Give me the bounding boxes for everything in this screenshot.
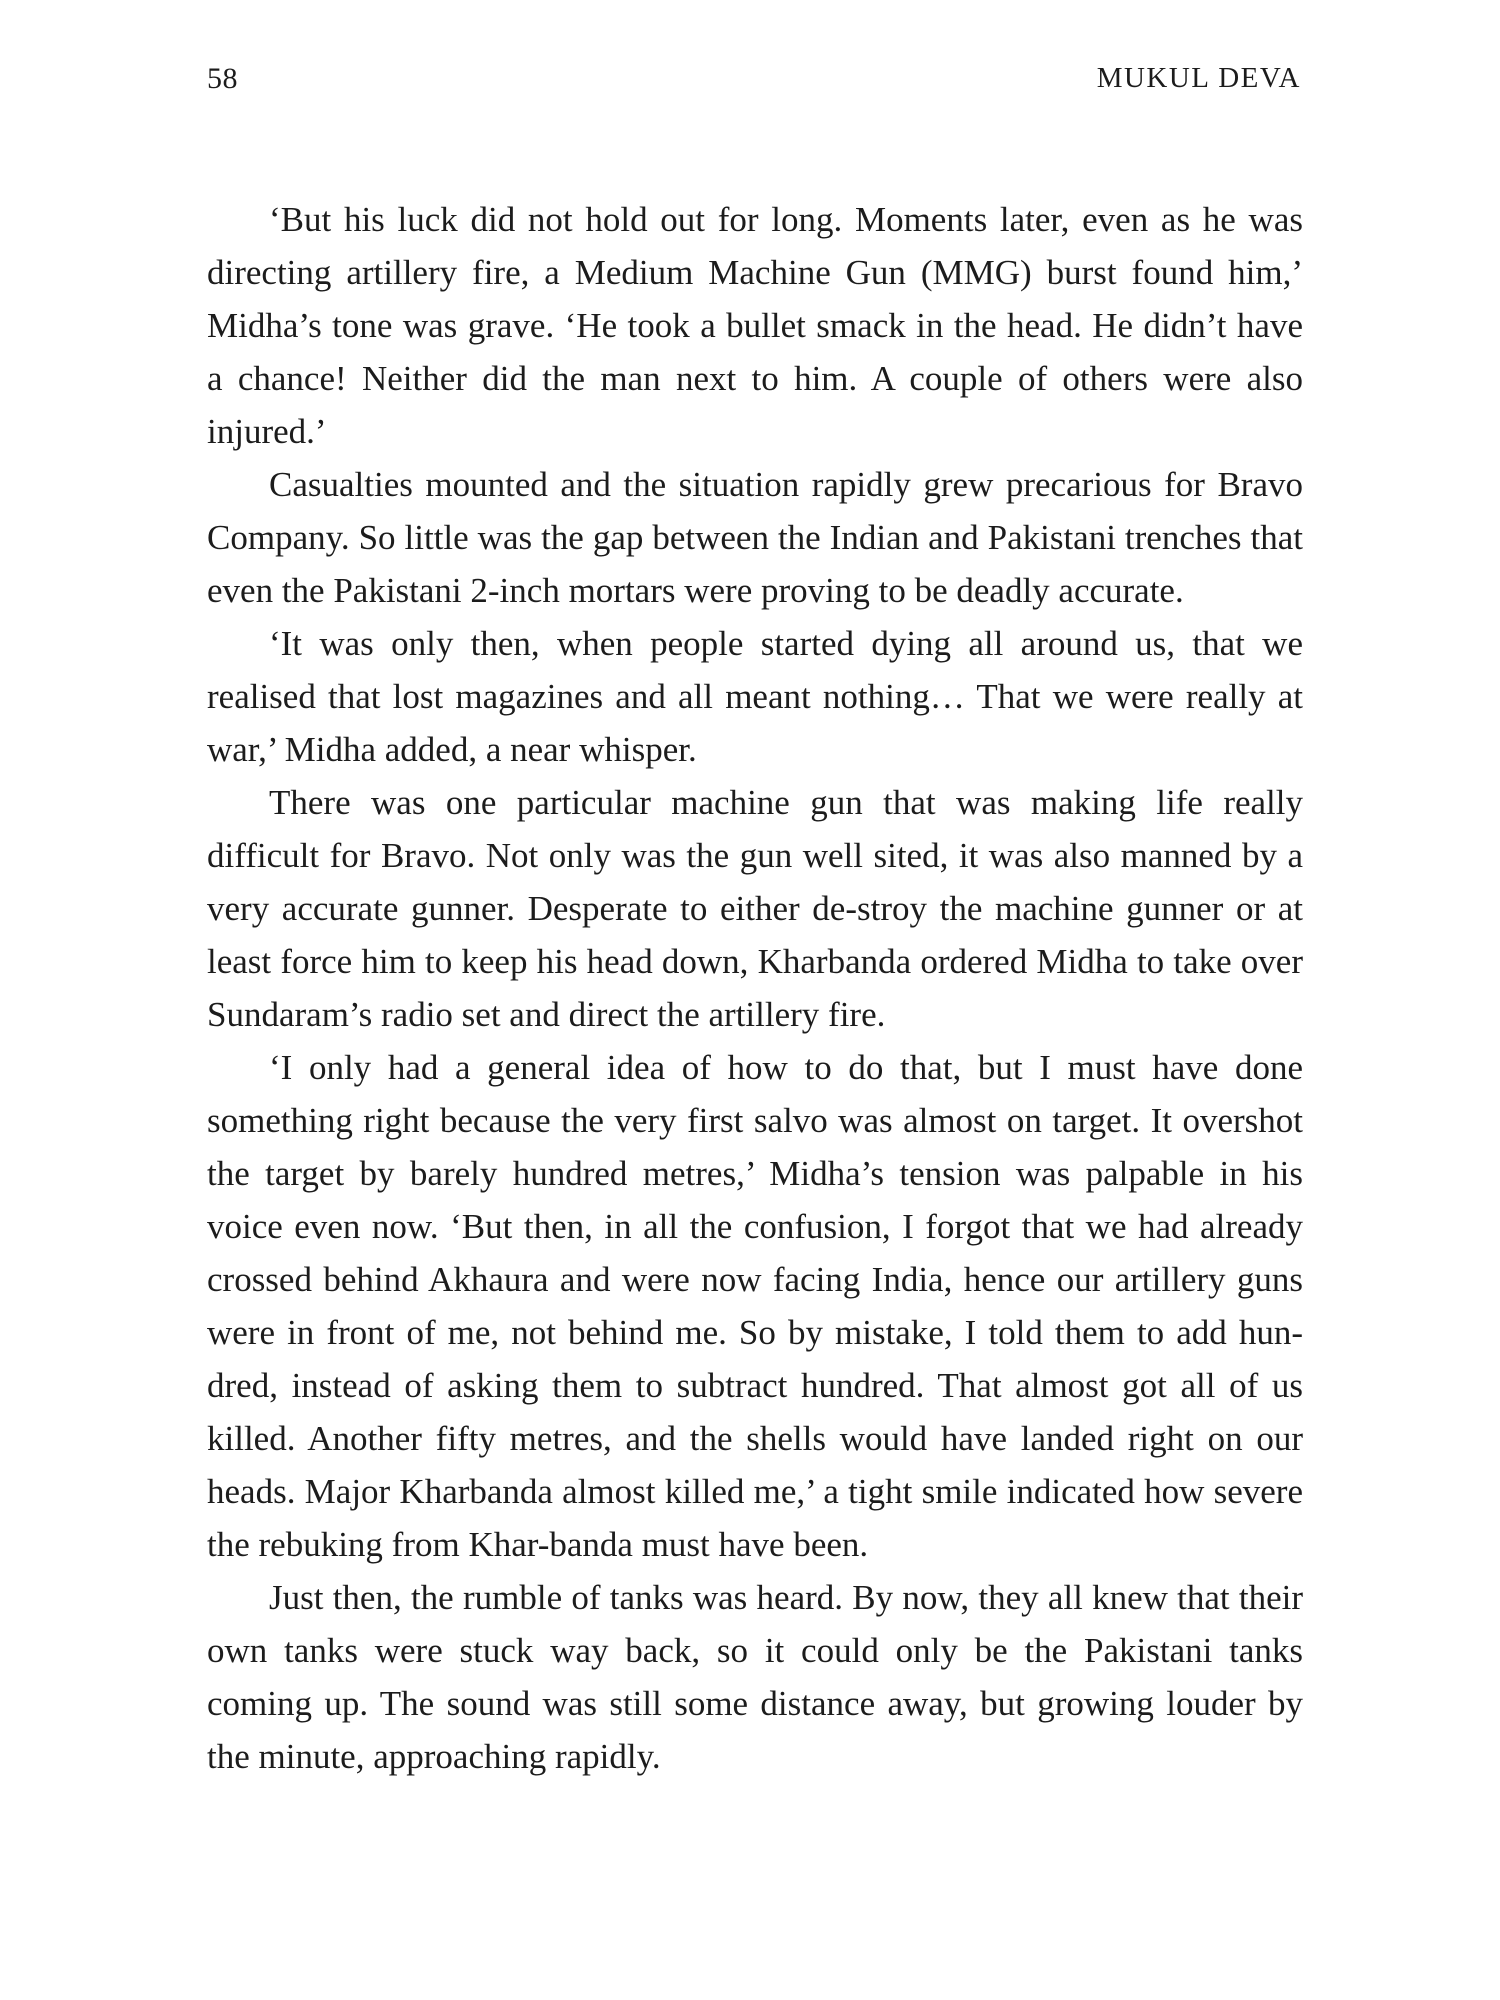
body-text (207, 193, 1303, 1783)
paragraph: Just then, the rumble of tanks was heard. By now, they all knew that their own tanks were stuck way back, so it could only be the Pakistani tanks coming up. The sound was still some distance away, but growing louder by the minute, approaching rapidly. (207, 1578, 1303, 1776)
paragraph: ‘I only had a general idea of how to do that, but I must have done something right because the very first salvo was almost on target. It overshot the target by barely hundred metres,’ Midha’s tension was palpable in his voice even now. ‘But then, in all the confusion, I forgot that we had already crossed behind Akhaura and were now facing India, hence our artillery guns were in front of me, not behind me. So by mistake, I told them to add hun-dred, instead of asking them to subtract hundred. That almost got all of us killed. Another fifty metres, and the shells would have landed right on our heads. Major Kharbanda almost killed me,’ a tight smile indicated how severe the rebuking from Khar-banda must have been. (207, 1048, 1303, 1564)
running-head: MUKUL DEVA (1096, 62, 1301, 94)
paragraph: There was one particular machine gun that was making life really difficult for Bravo. Not only was the gun well sited, it was also manned by a very accurate gunner. Desperate to either de-stroy the machine gunner or at least force him to keep his head down, Kharbanda ordered Midha to take over Sundaram’s radio set and direct the artillery fire. (207, 783, 1303, 1034)
page-number: 58 (207, 62, 238, 95)
paragraph: ‘It was only then, when people started dying all around us, that we realised that lost magazines and all meant nothing… That we were really at war,’ Midha added, a near whisper. (207, 624, 1303, 769)
page-header (207, 62, 1301, 102)
paragraph: ‘But his luck did not hold out for long. Moments later, even as he was directing artillery fire, a Medium Machine Gun (MMG) burst found him,’ Midha’s tone was grave. ‘He took a bullet smack in the head. He didn’t have a chance! Neither did the man next to him. A couple of others were also injured.’ (207, 200, 1303, 451)
paragraph: Casualties mounted and the situation rapidly grew precarious for Bravo Company. So little was the gap between the Indian and Pakistani trenches that even the Pakistani 2-inch mortars were proving to be deadly accurate. (207, 465, 1303, 610)
